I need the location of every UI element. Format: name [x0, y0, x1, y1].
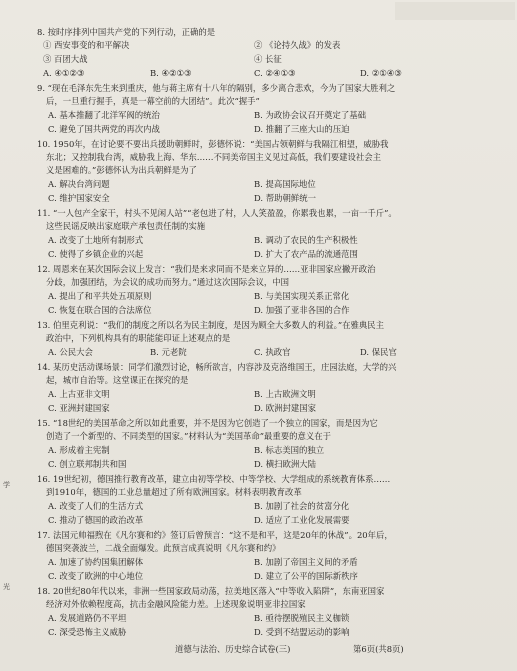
q10-option-b: B. 提高国际地位 [254, 179, 316, 189]
q18-option-a: A. 发展道路仍不平坦 [48, 613, 127, 623]
q8-option-d: D. ②①④③ [360, 68, 402, 78]
q16-option-a: A. 改变了人们的生活方式 [48, 501, 144, 511]
question-10-stem-3: 义是困难的。”彭德怀认为出兵朝鲜是为了 [46, 165, 197, 175]
q17-option-c: C. 改变了欧洲的中心地位 [48, 571, 144, 581]
q11-option-d: D. 扩大了农产品的流通范围 [254, 249, 358, 259]
q18-option-d: D. 受到不结盟运动的影响 [254, 627, 350, 637]
q11-option-b: B. 调动了农民的生产积极性 [254, 235, 358, 245]
q10-option-a: A. 解决台湾问题 [48, 179, 110, 189]
q14-option-a: A. 上古亚非文明 [48, 389, 110, 399]
question-17-stem-2: 德国突袭波兰，二战全面爆发。此预言成真说明《凡尔赛和约》 [46, 543, 281, 553]
question-11-stem-1: 11. “一人包产全家干，村头不见闲人站”“老包进了村，人人笑盈盈，你累我也累，一亩一千斤”。 [37, 208, 397, 218]
question-12-stem-2: 分歧，加强团结，为会议的成功而努力。”通过这次国际会议，中国 [46, 277, 289, 287]
q9-option-d: D. 推翻了三座大山的压迫 [254, 124, 350, 134]
question-18-stem-2: 经济对外依赖程度高，抗击金融风险能力差。上述现象说明亚非拉国家 [46, 599, 306, 609]
q11-option-a: A. 改变了土地所有制形式 [48, 235, 144, 245]
q17-option-b: B. 加剧了帝国主义间的矛盾 [254, 557, 358, 567]
question-11-stem-2: 这些民谣反映出家庭联产承包责任制的实施 [46, 221, 206, 231]
q15-option-c: C. 创立联邦制共和国 [48, 459, 127, 469]
q17-option-d: D. 建立了公平的国际新秩序 [254, 571, 358, 581]
margin-mark-2: 光 [3, 583, 10, 591]
q12-option-c: C. 恢复在联合国的合法席位 [48, 305, 152, 315]
q16-option-b: B. 加剧了社会的贫富分化 [254, 501, 350, 511]
q12-option-b: B. 与美国实现关系正常化 [254, 291, 350, 301]
q8-item-4: ④ 长征 [254, 54, 282, 64]
question-16-stem-1: 16. 19世纪初，德国推行教育改革，建立由初等学校、中等学校、大学组成的系统教育体系…… [37, 474, 391, 484]
q11-option-c: C. 使得了乡镇企业的兴起 [48, 249, 144, 259]
q8-item-2: ② 《论持久战》的发表 [254, 40, 341, 50]
q8-option-a: A. ④①②③ [43, 68, 85, 78]
footer-page-number: 第6页(共8页) [353, 644, 404, 654]
question-15-stem-1: 15. “18世纪的美国革命之所以如此重要，并不是因为它创造了一个独立的国家，而是因为它 [37, 418, 378, 428]
q8-item-3: ③ 百团大战 [43, 54, 88, 64]
question-14-stem-1: 14. 某历史活动课场景：同学们激烈讨论，畅所欲言，内容涉及克洛维国王，庄园法庭，大学的兴 [37, 362, 397, 372]
question-13-stem-1: 13. 伯里克利说：“我们的制度之所以名为民主制度，是因为顾全大多数人的利益。”在雅典民主 [37, 320, 384, 330]
question-8-stem: 8. 按时序排列中国共产党的下列行动，正确的是 [37, 27, 216, 37]
q10-option-d: D. 帮助朝鲜统一 [254, 193, 316, 203]
q8-item-1: ① 西安事变的和平解决 [43, 40, 130, 50]
q15-option-a: A. 形成着主宪制 [48, 445, 110, 455]
q17-option-a: A. 加速了协约国集团解体 [48, 557, 144, 567]
q14-option-b: B. 上古欧洲文明 [254, 389, 316, 399]
q8-option-c: C. ②④①③ [254, 68, 296, 78]
q13-option-a: A. 公民大会 [48, 347, 93, 357]
q14-option-c: C. 亚洲封建国家 [48, 403, 110, 413]
question-9-stem-1: 9. “现在毛泽东先生来到重庆，他与蒋主席有十八年的隔别，多少离合悲欢，今为了国家大胜利之 [37, 83, 396, 93]
q14-option-d: D. 欧洲封建国家 [254, 403, 316, 413]
q13-option-b: B. 元老院 [150, 347, 187, 357]
question-10-stem-2: 东北；又控制我台湾，威胁我上海、华东……不同美帝国主义见过高低，我们要建设社会主 [46, 152, 381, 162]
q18-option-b: B. 亟待摆脱殖民主义枷锁 [254, 613, 350, 623]
q16-option-d: D. 适应了工业化发展需要 [254, 515, 350, 525]
question-10-stem-1: 10. 1950年，在讨论要不要出兵援助朝鲜时，彭德怀说：“美国占领朝鲜与我隔江相望，威胁我 [37, 139, 389, 149]
q12-option-d: D. 加强了亚非各国的合作 [254, 305, 350, 315]
q9-option-a: A. 基本推翻了北洋军阀的统治 [48, 110, 160, 120]
question-13-stem-2: 政治中，下列机构具有的职能能印证上述观点的是 [46, 333, 231, 343]
question-16-stem-2: 到1910年，德国的工业总量超过了所有欧洲国家。材料表明教育改革 [46, 487, 302, 497]
question-12-stem-1: 12. 周恩来在某次国际会议上发言：“我们是来求同而不是来立异的……亚非国家应撇开政治 [37, 264, 376, 274]
scan-shadow [395, 2, 515, 20]
q15-option-d: D. 横扫欧洲大陆 [254, 459, 316, 469]
q13-option-d: D. 保民官 [360, 347, 397, 357]
q9-option-b: B. 为政协会议召开奠定了基础 [254, 110, 366, 120]
q10-option-c: C. 维护国家安全 [48, 193, 110, 203]
question-15-stem-2: 创造了一个新型的、不同类型的国家。”材料认为“美国革命”最重要的意义在于 [46, 431, 332, 441]
question-9-stem-2: 后，一旦重行握手，真是一幕空前的大团结”。此次“握手” [46, 96, 260, 106]
question-14-stem-2: 起，城市自治等。这堂课正在探究的是 [46, 375, 189, 385]
q13-option-c: C. 执政官 [254, 347, 291, 357]
question-17-stem-1: 17. 法国元帅福煦在《凡尔赛和约》签订后曾预言：“这不是和平，这是20年的休战”。20年后， [37, 530, 393, 540]
margin-mark-1: 学 [3, 481, 10, 489]
q9-option-c: C. 避免了国共两党的再次内战 [48, 124, 160, 134]
q12-option-a: A. 提出了和平共处五项原则 [48, 291, 152, 301]
q16-option-c: C. 推动了德国的政治改革 [48, 515, 144, 525]
footer-title: 道德与法治、历史综合试卷(三) [175, 644, 291, 654]
q8-option-b: B. ④②①③ [150, 68, 192, 78]
q18-option-c: C. 深受恐怖主义威胁 [48, 627, 127, 637]
question-18-stem-1: 18. 20世纪80年代以来，非洲一些国家政局动荡，拉美地区落入“中等收入陷阱”，东南亚国家 [37, 586, 385, 596]
q15-option-b: B. 标志美国的独立 [254, 445, 325, 455]
